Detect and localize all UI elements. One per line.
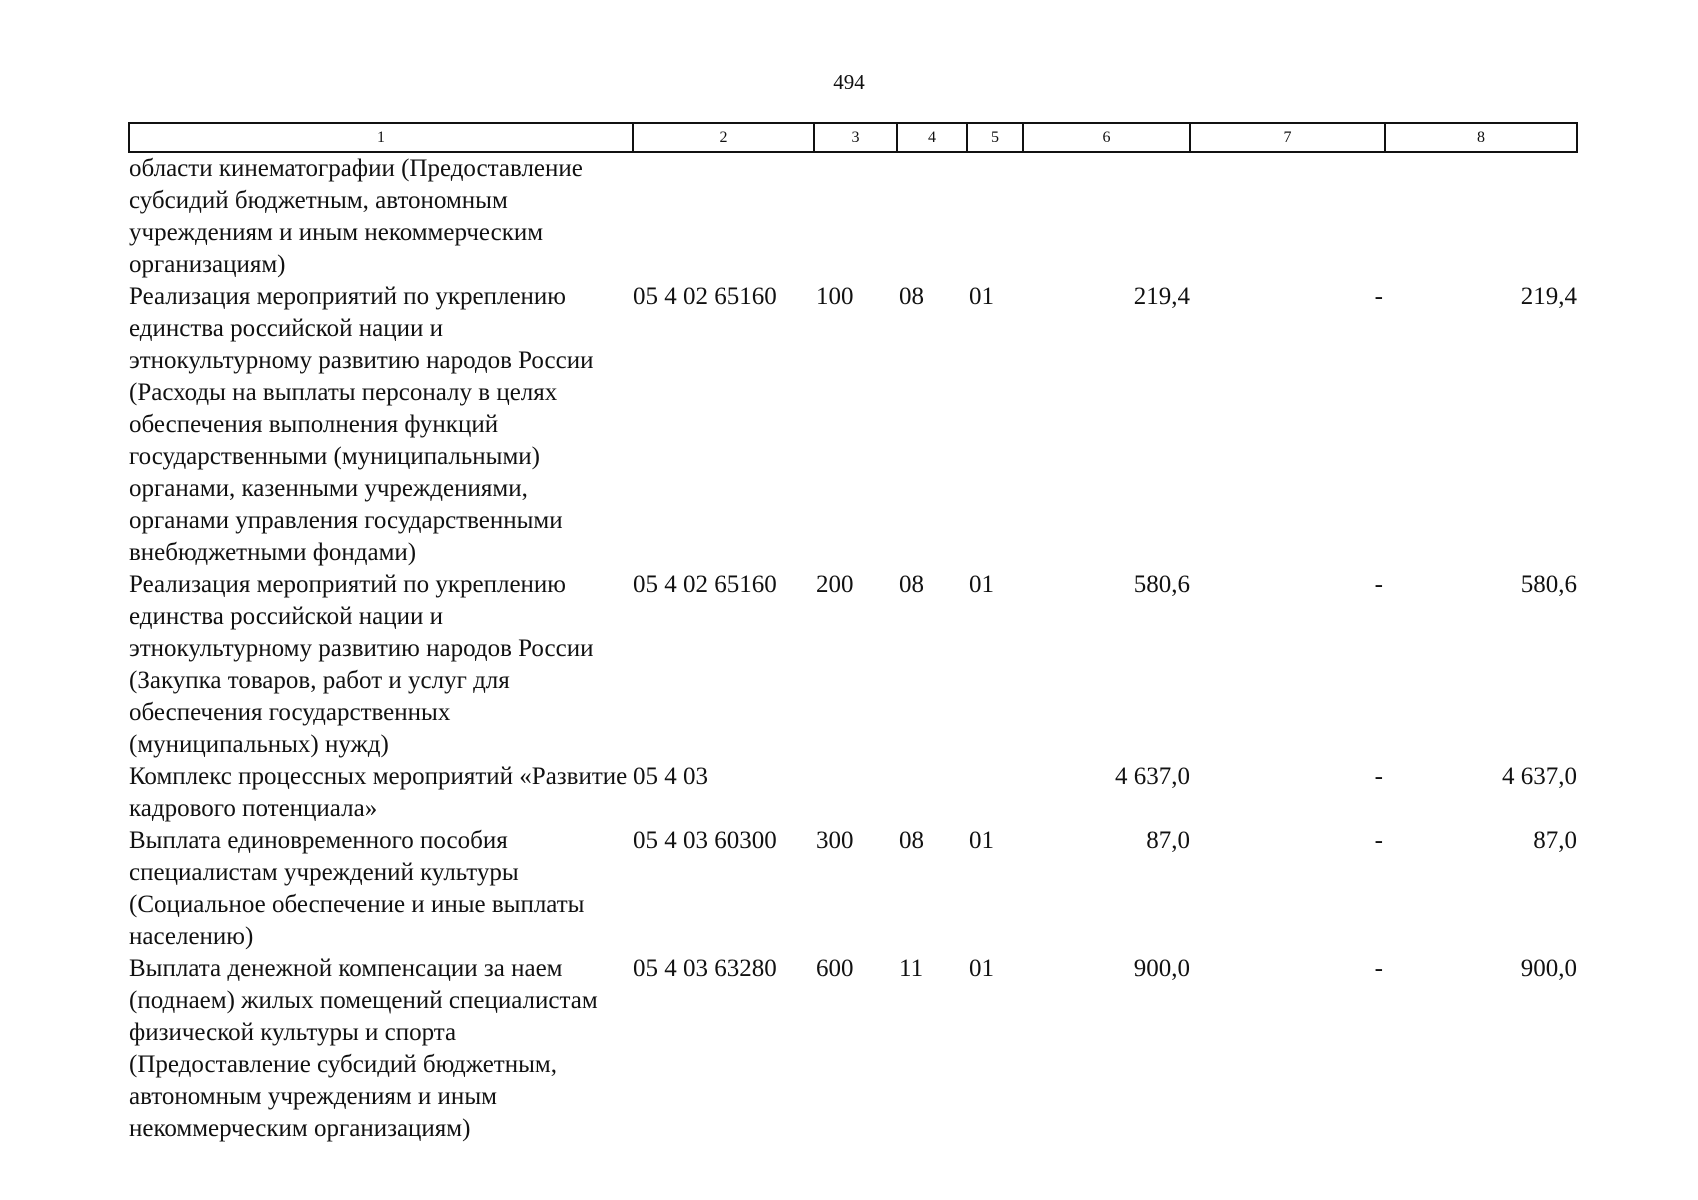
row-name: области кинематографии (Предоставление субсидий бюджетным, автономным учреждениям и иным некоммерческим организациям) [129, 155, 583, 278]
column-number: 7 [1190, 123, 1385, 152]
column-number: 6 [1023, 123, 1190, 152]
section-code [897, 761, 967, 825]
amount-col8: 580,6 [1520, 571, 1577, 598]
section-code: 08 [899, 283, 924, 310]
table-row [129, 953, 1577, 1145]
amount-col7: - [1374, 955, 1383, 982]
section-code: 08 [899, 571, 924, 598]
row-name: Реализация мероприятий по укреплению единства российской нации и этнокультурному развитию народов России (Расходы на выплаты персоналу в целях обеспечения выполнения функций государственными (муниципальными) органами, казенными учреждениями, органами управления государственными внебюджетными фондами) [129, 283, 594, 566]
amount-col8: 219,4 [1520, 283, 1577, 310]
budget-table [128, 122, 1578, 1145]
expense-type-code [814, 761, 897, 825]
subsection-code: 01 [969, 283, 994, 310]
table-row [129, 281, 1577, 569]
subsection-code: 01 [969, 827, 994, 854]
amount-col8: 87,0 [1533, 827, 1577, 854]
amount-col7: - [1374, 827, 1383, 854]
table-row [129, 569, 1577, 761]
amount-col8: 900,0 [1520, 955, 1577, 982]
row-name: Реализация мероприятий по укреплению единства российской нации и этнокультурному развитию народов России (Закупка товаров, работ и услуг для обеспечения государственных (муниципальных) нужд) [129, 571, 594, 758]
target-article-code: 05 4 02 65160 [633, 283, 777, 310]
target-article-code: 05 4 03 60300 [633, 827, 777, 854]
column-number: 2 [633, 123, 814, 152]
amount-col8 [1385, 152, 1577, 281]
table-row [129, 825, 1577, 953]
section-code: 08 [899, 827, 924, 854]
expense-type-code: 200 [816, 571, 854, 598]
amount-col6: 87,0 [1146, 827, 1190, 854]
target-article-code [633, 152, 814, 281]
expense-type-code: 300 [816, 827, 854, 854]
amount-col6: 900,0 [1133, 955, 1190, 982]
expense-type-code: 600 [816, 955, 854, 982]
target-article-code: 05 4 02 65160 [633, 571, 777, 598]
target-article-code: 05 4 03 [633, 763, 708, 790]
column-number: 4 [897, 123, 967, 152]
section-code: 11 [899, 955, 924, 982]
row-name: Выплата денежной компенсации за наем (поднаем) жилых помещений специалистам физической культуры и спорта (Предоставление субсидий бюджетным, автономным учреждениям и иным некоммерческим организациям) [129, 955, 598, 1142]
amount-col6: 580,6 [1133, 571, 1190, 598]
target-article-code: 05 4 03 63280 [633, 955, 777, 982]
amount-col7: - [1374, 283, 1383, 310]
column-number: 3 [814, 123, 897, 152]
subsection-code [967, 761, 1023, 825]
amount-col7: - [1374, 571, 1383, 598]
amount-col7: - [1374, 763, 1383, 790]
expense-type-code [814, 152, 897, 281]
amount-col6: 219,4 [1133, 283, 1190, 310]
section-code [897, 152, 967, 281]
amount-col8: 4 637,0 [1502, 763, 1577, 790]
column-number-row [129, 123, 1577, 152]
expense-type-code: 100 [816, 283, 854, 310]
table-row [129, 152, 1577, 281]
column-number: 5 [967, 123, 1023, 152]
row-name: Выплата единовременного пособия специалистам учреждений культуры (Социальное обеспечение и иные выплаты населению) [129, 827, 585, 950]
amount-col6: 4 637,0 [1115, 763, 1190, 790]
row-name: Комплекс процессных мероприятий «Развитие кадрового потенциала» [129, 763, 628, 822]
amount-col6 [1023, 152, 1190, 281]
column-number: 8 [1385, 123, 1577, 152]
page-number: 494 [833, 70, 865, 94]
column-number: 1 [129, 123, 633, 152]
subsection-code: 01 [969, 955, 994, 982]
subsection-code: 01 [969, 571, 994, 598]
table-row [129, 761, 1577, 825]
subsection-code [967, 152, 1023, 281]
